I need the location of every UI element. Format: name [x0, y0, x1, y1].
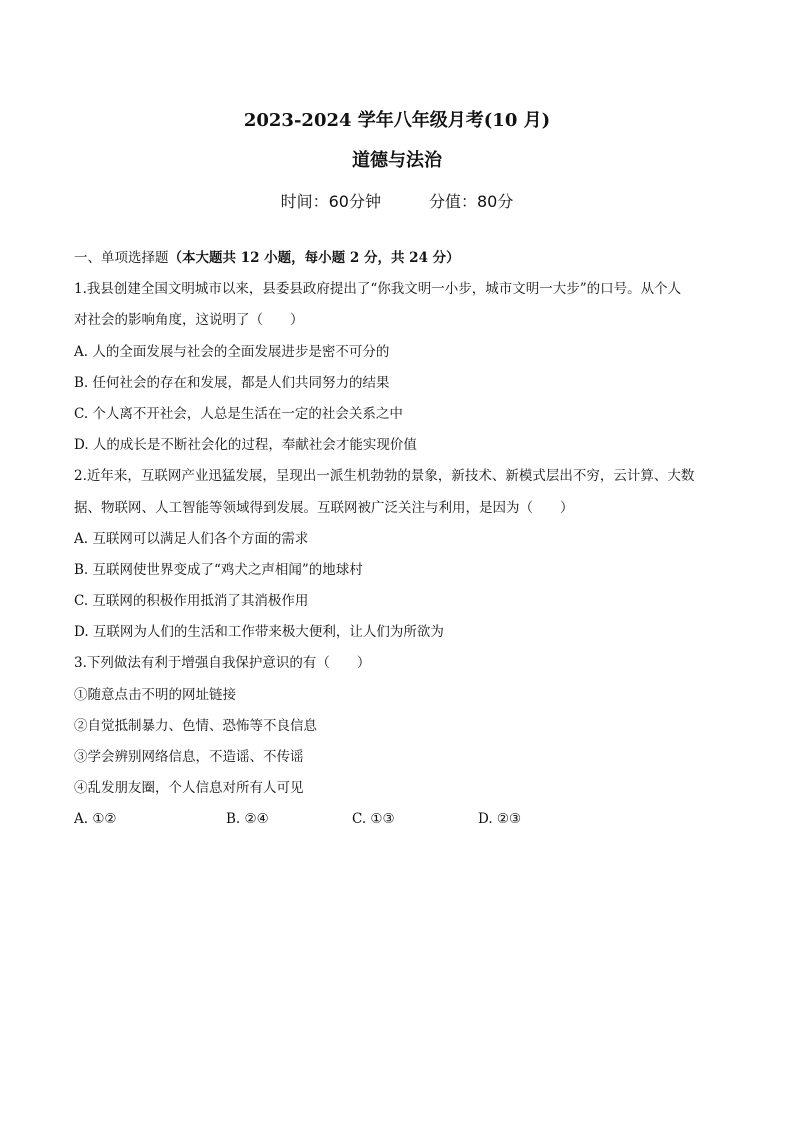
question-stem: 2.近年来，互联网产业迅猛发展，呈现出一派生机勃勃的景象，新技术、新模式层出不穷，云计算、大数 [74, 468, 695, 485]
exam-title: 2023-2024 学年八年级月考(10 月) [243, 110, 551, 131]
question-stem: 据、物联网、人工智能等领域得到发展。互联网被广泛关注与利用，是因为（ ） [74, 499, 574, 516]
option-c: C. ①③ [352, 811, 395, 828]
option-b: B. 任何社会的存在和发展，都是人们共同努力的结果 [74, 374, 390, 391]
option-a: A. 互联网可以满足人们各个方面的需求 [74, 530, 309, 547]
option-c: C. 个人离不开社会，人总是生活在一定的社会关系之中 [74, 405, 403, 422]
statement-item: ③学会辨别网络信息，不造谣、不传谣 [74, 749, 304, 765]
question-3 [74, 648, 718, 835]
option-c: C. 互联网的积极作用抵消了其消极作用 [74, 593, 309, 610]
option-row [74, 804, 718, 835]
exam-content [74, 243, 718, 836]
option-b: B. 互联网使世界变成了“鸡犬之声相闻”的地球村 [74, 561, 363, 578]
option-d: D. 互联网为人们的生活和工作带来极大便利，让人们为所欲为 [74, 624, 444, 641]
option-a: A. 人的全面发展与社会的全面发展进步是密不可分的 [74, 343, 390, 360]
question-stem: 对社会的影响角度，这说明了（ ） [74, 312, 304, 329]
question-1 [74, 274, 718, 461]
option-d: D. 人的成长是不断社会化的过程，奉献社会才能实现价值 [74, 437, 417, 454]
total-score: 分值：80分 [429, 192, 514, 211]
question-stem: 1.我县创建全国文明城市以来，县委县政府提出了“你我文明一小步，城市文明一大步”的口号。从个人 [74, 281, 682, 298]
exam-meta [0, 189, 794, 212]
subject-title: 道德与法治 [352, 150, 442, 171]
statement-item: ①随意点击不明的网址链接 [74, 686, 236, 703]
time-limit: 时间：60分钟 [280, 192, 381, 211]
question-stem: 3.下列做法有利于增强自我保护意识的有（ ） [74, 655, 371, 672]
option-a: A. ①② [74, 811, 117, 828]
section-detail: （本大题共 12 小题，每小题 2 分，共 24 分） [168, 250, 460, 266]
statement-item: ②自觉抵制暴力、色情、恐怖等不良信息 [74, 717, 317, 734]
option-d: D. ②③ [478, 811, 522, 828]
section-label: 一、单项选择题 [74, 250, 169, 266]
section-heading [74, 243, 718, 274]
option-b: B. ②④ [226, 811, 269, 828]
statement-item: ④乱发朋友圈，个人信息对所有人可见 [74, 780, 304, 797]
question-2 [74, 461, 718, 648]
